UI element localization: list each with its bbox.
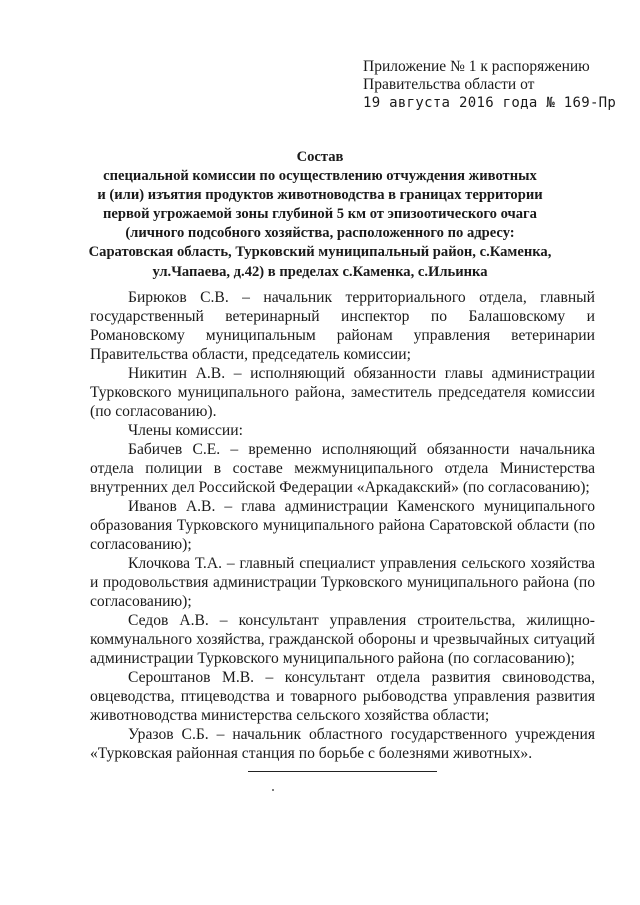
title-line: первой угрожаемой зоны глубиной 5 км от эпизоотического очага xyxy=(103,206,537,223)
commission-members xyxy=(90,288,595,763)
title-heading: Состав xyxy=(296,149,344,165)
member-entry: Уразов С.Б. – начальник областного государственного учреждения «Турковская районная станция по борьбе с болезнями животных». xyxy=(90,726,595,762)
appendix-line-2: Правительства области от xyxy=(363,76,535,93)
scan-speck xyxy=(272,789,274,791)
appendix-date-number: 19 августа 2016 года № 169-Пр xyxy=(363,95,617,111)
member-entry: Седов А.В. – консультант управления строительства, жилищно-коммунального хозяйства, гражданской обороны и чрезвычайных ситуаций администрации Турковского муниципального района (по согласованию); xyxy=(90,612,595,667)
appendix-reference xyxy=(363,58,633,112)
member-chairman: Бирюков С.В. – начальник территориального отдела, главный государственный ветеринарный инспектор по Балашовскому и Романовскому муниципальным районам управления ветеринарии Правительства области, председатель комиссии; xyxy=(90,289,595,363)
title-line: и (или) изъятия продуктов животноводства в границах территории xyxy=(97,187,543,204)
title-line: Саратовская область, Турковский муниципальный район, с.Каменка, xyxy=(88,244,552,261)
member-deputy-chairman: Никитин А.В. – исполняющий обязанности главы администрации Турковского муниципального района, заместитель председателя комиссии (по согласованию). xyxy=(90,365,595,420)
member-entry: Сероштанов М.В. – консультант отдела развития свиноводства, овцеводства, птицеводства и товарного рыбоводства управления развития животноводства министерства сельского хозяйства области; xyxy=(90,669,595,724)
document-title xyxy=(80,148,560,282)
title-line: (личного подсобного хозяйства, расположенного по адресу: xyxy=(125,225,515,242)
member-entry: Иванов А.В. – глава администрации Каменского муниципального образования Турковского муниципального района Саратовской области (по согласованию); xyxy=(90,498,595,553)
appendix-line-1: Приложение № 1 к распоряжению xyxy=(363,58,590,75)
member-entry: Клочкова Т.А. – главный специалист управления сельского хозяйства и продовольствия администрации Турковского муниципального района (по согласованию); xyxy=(90,555,595,610)
title-line: специальной комиссии по осуществлению отчуждения животных xyxy=(103,168,537,185)
members-heading: Члены комиссии: xyxy=(128,422,243,439)
closing-divider xyxy=(248,771,437,772)
member-entry: Бабичев С.Е. – временно исполняющий обязанности начальника отдела полиции в составе межмуниципального отдела Министерства внутренних дел Российской Федерации «Аркадакский» (по согласованию); xyxy=(90,441,595,496)
title-line: ул.Чапаева, д.42) в пределах с.Каменка, с.Ильинка xyxy=(152,263,488,280)
